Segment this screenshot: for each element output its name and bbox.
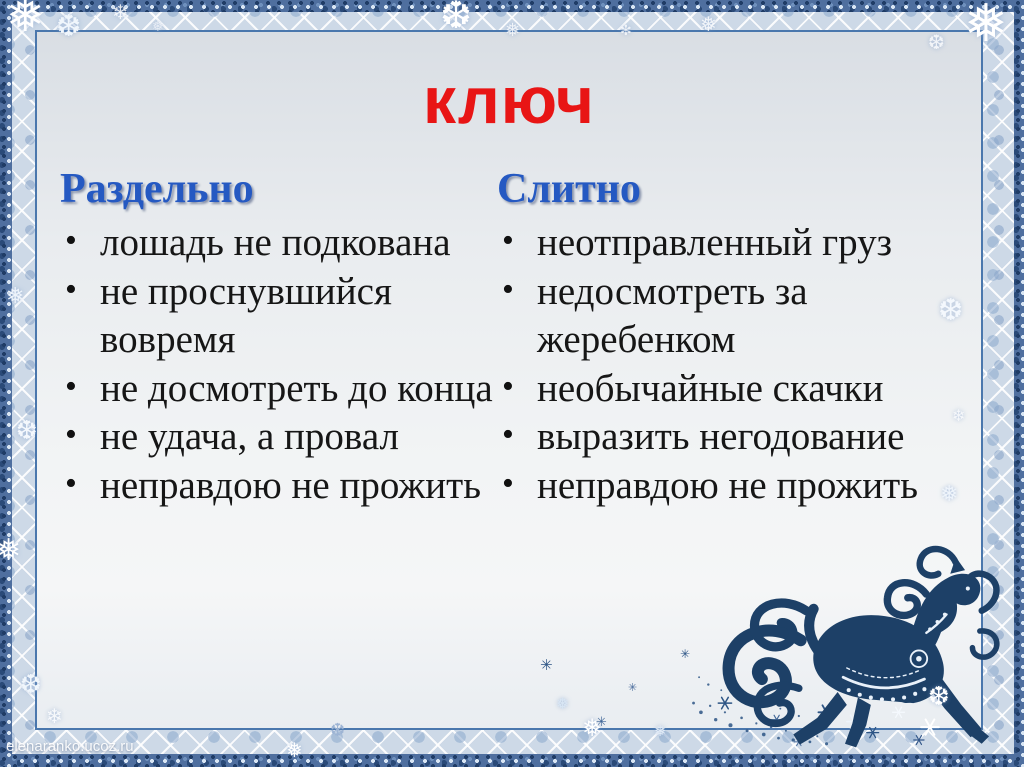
border-speckle-top bbox=[0, 0, 1024, 12]
watermark-url: elenaranko.ucoz.ru bbox=[6, 738, 134, 755]
column-header-razdelno: Раздельно bbox=[60, 166, 254, 212]
list-item: • неправдою не прожить bbox=[497, 462, 981, 511]
list-item: • не удача, а провал bbox=[60, 413, 497, 462]
ornate-horse-illustration bbox=[688, 522, 1002, 753]
list-item: • выразить негодование bbox=[497, 413, 981, 462]
bullet-list-slitno bbox=[497, 219, 981, 510]
column-slitno bbox=[497, 164, 981, 510]
list-item: • лошадь не подкована bbox=[60, 219, 497, 268]
slide-title: ключ bbox=[423, 63, 595, 137]
border-speckle-right bbox=[1014, 0, 1024, 767]
list-item: • не проснувшийся вовремя bbox=[60, 268, 497, 365]
border-speckle-left bbox=[0, 0, 12, 767]
list-item: • неотправленный груз bbox=[497, 219, 981, 268]
list-item: • недосмотреть за жеребенком bbox=[497, 268, 981, 365]
two-column-layout bbox=[37, 164, 981, 510]
column-header-slitno: Слитно bbox=[497, 166, 641, 212]
list-item: • не досмотреть до конца bbox=[60, 365, 497, 414]
list-item: • необычайные скачки bbox=[497, 365, 981, 414]
border-speckle-bottom bbox=[0, 754, 1024, 767]
column-razdelno bbox=[60, 164, 497, 510]
bullet-list-razdelno bbox=[60, 219, 497, 510]
list-item: • неправдою не прожить bbox=[60, 462, 497, 511]
